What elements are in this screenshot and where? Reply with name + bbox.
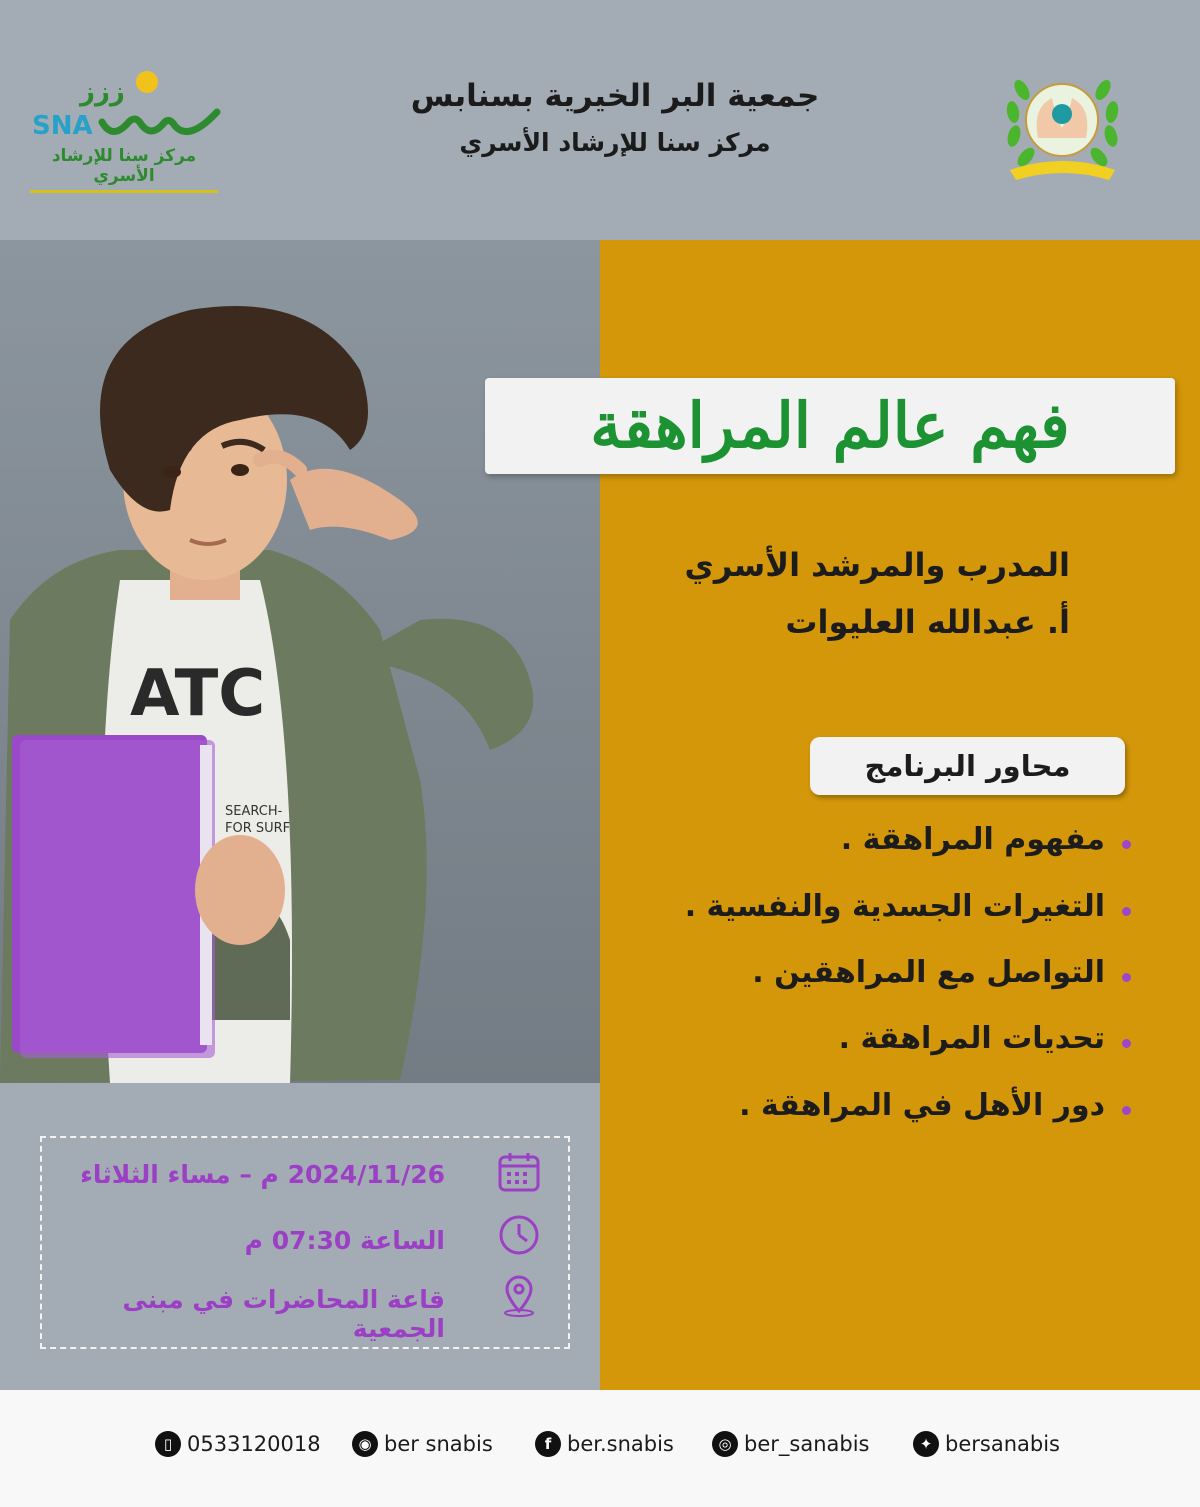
topic-item: تحديات المراهقة . [838,1021,1105,1056]
topic-item: دور الأهل في المراهقة . [739,1088,1105,1123]
svg-text:SEARCH-: SEARCH- [225,804,283,819]
clock-icon [497,1213,541,1257]
snapchat-handle: ber snabis [384,1432,493,1456]
twitter-icon: ✦ [913,1431,939,1457]
facebook-contact[interactable] [535,1429,674,1459]
event-time: الساعة 07:30 م [244,1226,445,1255]
program-heading: محاور البرنامج [864,749,1071,783]
event-location: قاعة المحاضرات في مبنى الجمعية [122,1285,445,1343]
location-pin-icon [497,1273,541,1317]
svg-text:ززز: ززز [80,77,125,107]
topic-item: التغيرات الجسدية والنفسية . [684,889,1105,924]
center-name: مركز سنا للإرشاد الأسري [459,128,771,157]
phone-number: 0533120018 [187,1432,321,1456]
svg-text:SNA: SNA [32,111,93,141]
program-heading-badge [810,737,1125,795]
trainer-name: أ. عبدالله العليوات [785,603,1070,641]
calendar-icon [497,1150,541,1194]
bullet-icon [1122,840,1131,849]
event-date: 2024/11/26 م – مساء الثلاثاء [80,1160,445,1189]
charity-emblem-logo [1000,50,1125,190]
organization-name: جمعية البر الخيرية بسنابس [410,78,820,114]
trainer-role: المدرب والمرشد الأسري [684,546,1070,584]
sana-logo-subtitle: مركز سنا للإرشاد الأسري [30,146,218,193]
snapchat-icon: ◉ [352,1431,378,1457]
snapchat-contact[interactable] [352,1429,493,1459]
svg-text:FOR SURF: FOR SURF [225,821,291,836]
bullet-icon [1122,973,1131,982]
facebook-icon: f [535,1431,561,1457]
topic-item: مفهوم المراهقة . [840,822,1105,857]
instagram-contact[interactable] [712,1429,869,1459]
title-banner [485,378,1175,474]
boy-illustration [0,240,600,1083]
bullet-icon [1122,907,1131,916]
phone-contact[interactable] [155,1429,321,1459]
svg-text:ATC: ATC [130,657,266,731]
twitter-contact[interactable] [913,1429,1060,1459]
phone-icon: ▯ [155,1431,181,1457]
topic-item: التواصل مع المراهقين . [752,955,1105,990]
facebook-handle: ber.snabis [567,1432,674,1456]
bullet-icon [1122,1039,1131,1048]
twitter-handle: bersanabis [945,1432,1060,1456]
bullet-icon [1122,1106,1131,1115]
page-title: فهم عالم المراهقة [590,389,1070,462]
instagram-handle: ber_sanabis [744,1432,870,1456]
header [0,0,1200,240]
instagram-icon: ◎ [712,1431,738,1457]
boy-photo [0,240,600,1083]
